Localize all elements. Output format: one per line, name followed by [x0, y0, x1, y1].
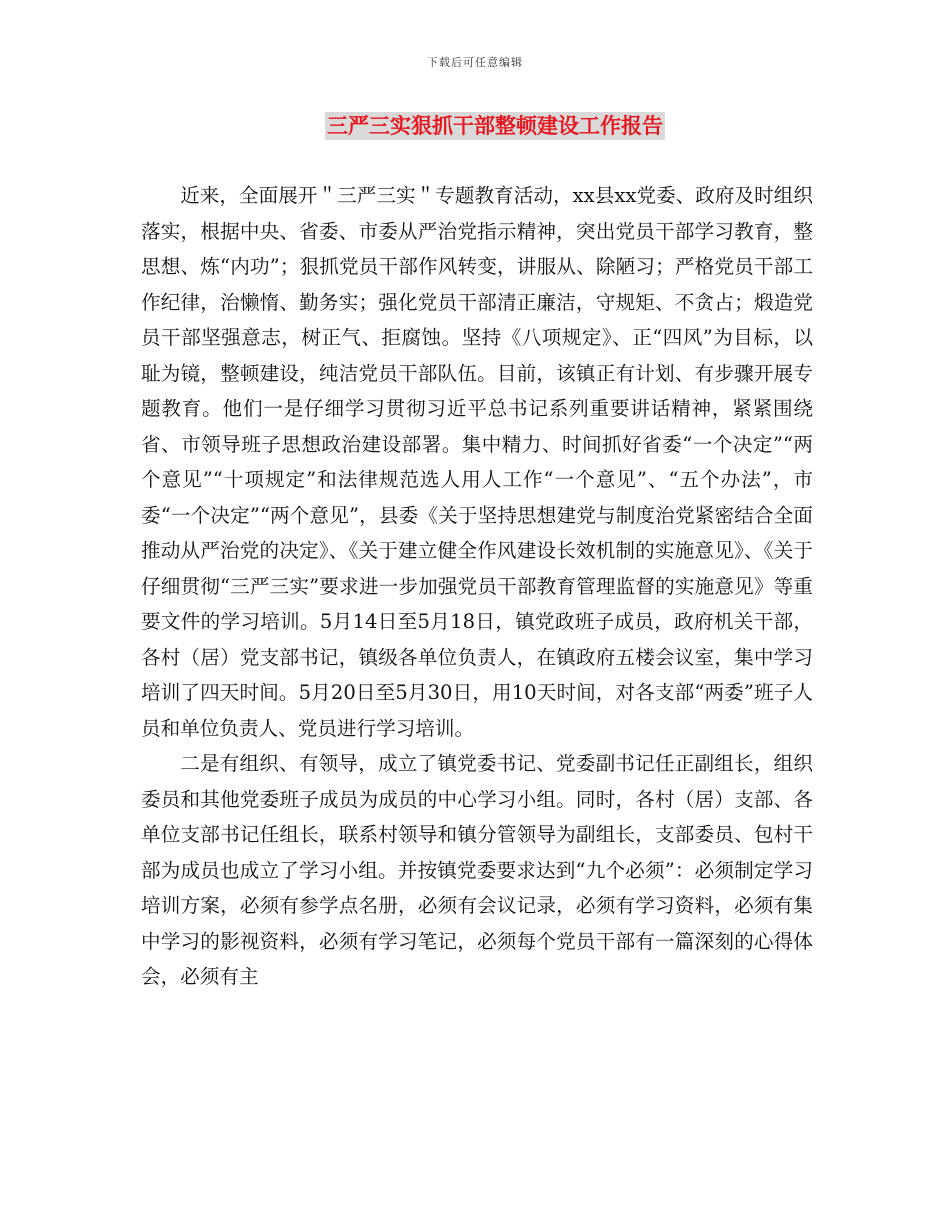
document-body: [141, 178, 813, 995]
title-container: [0, 112, 950, 140]
paragraph-2: 二是有组织、有领导，成立了镇党委书记、党委副书记任正副组长，组织委员和其他党委班子成员为成员的中心学习小组。同时，各村（居）支部、各单位支部书记任组长，联系村领导和镇分管领导为副组长，支部委员、包村干部为成员也成立了学习小组。并按镇党委要求达到“九个必须”：必须制定学习培训方案，必须有参学点名册，必须有会议记录，必须有学习资料，必须有集中学习的影视资料，必须有学习笔记，必须每个党员干部有一篇深刻的心得体会，必须有主: [141, 752, 813, 988]
header-note: 下载后可任意编辑: [427, 56, 523, 69]
document-title: 三严三实狠抓干部整顿建设工作报告: [327, 113, 663, 138]
paragraph-1: 近来，全面展开＂三严三实＂专题教育活动，xx县xx党委、政府及时组织落实，根据中央、省委、市委从严治党指示精神，突出党员干部学习教育，整思想、炼“内功”；狠抓党员干部作风转变，讲服从、除陋习；严格党员干部工作纪律，治懒惰、勤务实；强化党员干部清正廉洁，守规矩、不贪占；煅造党员干部坚强意志，树正气、拒腐蚀。坚持《八项规定》、正“四风”为目标，以耻为镜，整顿建设，纯洁党员干部队伍。目前，该镇正有计划、有步骤开展专题教育。他们一是仔细学习贯彻习近平总书记系列重要讲话精神，紧紧围绕省、市领导班子思想政治建设部署。集中精力、时间抓好省委“一个决定”“两个意见”“十项规定”和法律规范选人用人工作“一个意见”、“五个办法”，市委“一个决定”“两个意见”，县委《关于坚持思想建党与制度治党紧密结合全面推动从严治党的决定》、《关于建立健全作风建设长效机制的实施意见》、《关于仔细贯彻“三严三实”要求进一步加强党员干部教育管理监督的实施意见》等重要文件的学习培训。5月14日至5月18日，镇党政班子成员，政府机关干部，各村（居）党支部书记，镇级各单位负责人，在镇政府五楼会议室，集中学习培训了四天时间。5月20日至5月30日，用10天时间，对各支部“两委”班子人员和单位负责人、党员进行学习培训。: [141, 184, 813, 740]
